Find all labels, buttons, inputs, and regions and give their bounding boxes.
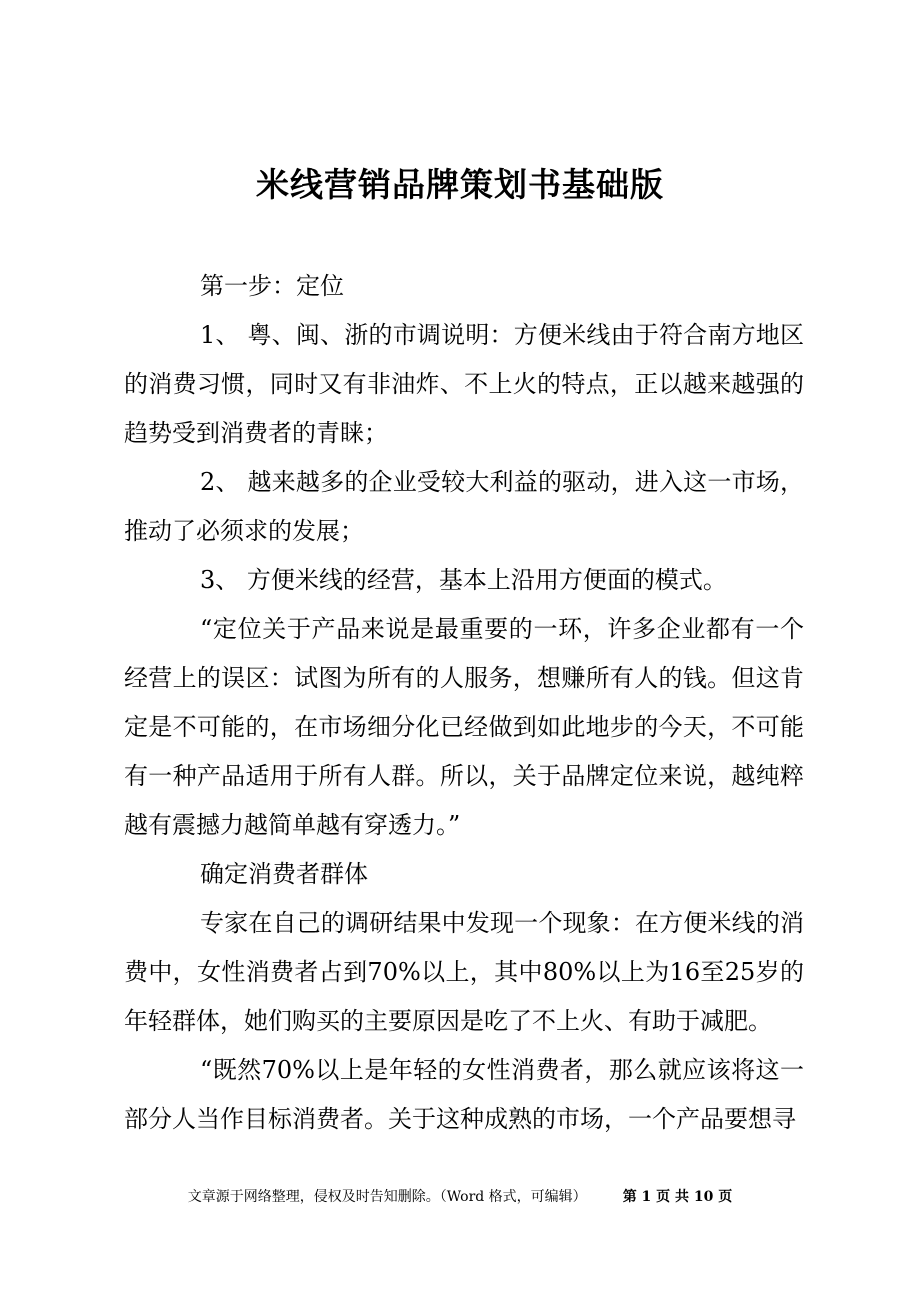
document-body xyxy=(124,262,804,1144)
footer-source-note: 文章源于网络整理，侵权及时告知删除。（Word 格式，可编辑） xyxy=(187,1189,587,1205)
paragraph-positioning-quote: “定位关于产品来说是最重要的一环，许多企业都有一个经营上的误区：试图为所有的人服务，想赚所有人的钱。但这肯定是不可能的，在市场细分化已经做到如此地步的今天，不可能有一种产品适用于所有人群。所以，关于品牌定位来说，越纯粹越有震撼力越简单越有穿透力。” xyxy=(124,615,804,839)
document-title: 米线营销品牌策划书基础版 xyxy=(256,165,664,204)
section-heading-positioning: 第一步：定位 xyxy=(200,272,344,300)
paragraph-business-model: 3、 方便米线的经营，基本上沿用方便面的模式。 xyxy=(200,566,727,594)
page-footer xyxy=(0,1187,920,1207)
footer-page-number: 第 1 页 共 10 页 xyxy=(622,1189,733,1205)
paragraph-market-survey: 1、 粤、闽、浙的市调说明：方便米线由于符合南方地区的消费习惯，同时又有非油炸、不上火的特点，正以越来越强的趋势受到消费者的青睐； xyxy=(124,321,804,447)
paragraph-market-entry: 2、 越来越多的企业受较大利益的驱动，进入这一市场，推动了必须求的发展； xyxy=(124,468,804,545)
paragraph-consumer-findings: 专家在自己的调研结果中发现一个现象：在方便米线的消费中，女性消费者占到70%以上，其中80%以上为16至25岁的年轻群体，她们购买的主要原因是吃了不上火、有助于减肥。 xyxy=(124,909,804,1035)
section-heading-consumers: 确定消费者群体 xyxy=(200,860,368,888)
paragraph-target-consumer-quote: “既然70%以上是年轻的女性消费者，那么就应该将这一部分人当作目标消费者。关于这种成熟的市场，一个产品要想寻 xyxy=(124,1056,804,1133)
